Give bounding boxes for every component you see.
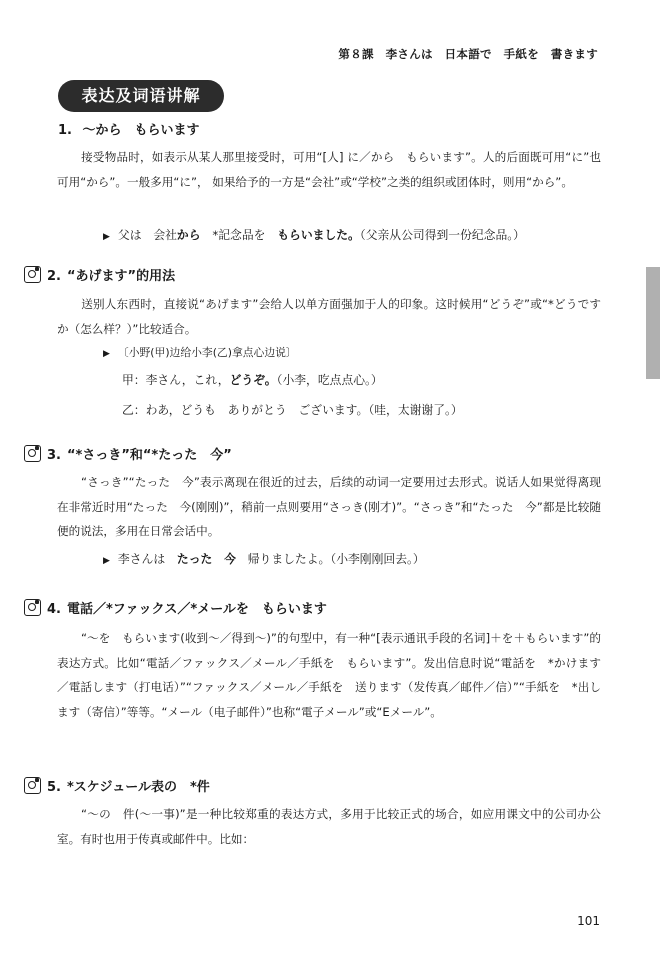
section-1-number: 1. (58, 123, 72, 138)
teacher-icon (24, 266, 41, 283)
speaker-label: 乙： (122, 403, 146, 417)
example-text: 李さんは (117, 552, 177, 566)
example-translation: （小李刚刚回去。） (330, 552, 425, 566)
running-header: 第８課 李さんは 日本語で 手紙を 書きます (338, 47, 598, 61)
triangle-bullet-icon: ▶ (103, 556, 110, 566)
section-3-example (103, 549, 425, 571)
example-bold: たった 今 (176, 552, 236, 566)
example-bold: から (176, 228, 201, 242)
example-bold: もらいました。 (277, 228, 360, 242)
example-translation: （父亲从公司得到一份纪念品。） (359, 228, 525, 242)
section-3-paragraph (57, 470, 601, 544)
teacher-icon (24, 445, 41, 462)
section-1-example (103, 225, 525, 247)
section-5-text: “～の 件(～一事)”是一种比较郑重的表达方式，多用于比较正式的场合，如应用课文中的公司办公室。有时也用于传真或邮件中。比如： (57, 807, 601, 846)
triangle-bullet-icon: ▶ (103, 232, 110, 242)
example-text: 帰りましたよ。 (235, 552, 331, 566)
section-1-paragraph (57, 145, 601, 194)
section-4-heading (24, 599, 327, 621)
dialogue-line-a (122, 370, 383, 390)
section-3-number: 3. (47, 448, 61, 463)
section-5-heading (24, 777, 210, 799)
section-5-number: 5. (47, 780, 61, 795)
section-4-number: 4. (47, 602, 61, 617)
thumb-index-tab (646, 267, 660, 379)
dialogue-text: 李さん，これ， (145, 373, 230, 387)
section-2-number: 2. (47, 269, 61, 284)
page-number: 101 (577, 914, 600, 928)
teacher-icon (24, 777, 41, 794)
section-2-title: “あげます”的用法 (66, 269, 176, 284)
section-4-paragraph (57, 626, 601, 724)
section-3-title: “*さっき”和“*たった 今” (66, 448, 232, 463)
section-3-heading (24, 445, 232, 467)
example-text: *記念品を (200, 228, 278, 242)
triangle-bullet-icon: ▶ (103, 349, 110, 359)
section-4-text: “～を もらいます(收到～／得到～)”的句型中，有一种“[表示通讯手段的名词]＋を＋もらいます”的表达方式。比如“電話／ファックス／メール／手紙を もらいます”。发出信息时说“電話を *かけます／電話します（打电话）”“ファックス／メール／手紙を 送ります（发传真／邮件／信）”“手紙を *出します（寄信）”等等。“メール（电子邮件）”也称“電子メール”或“Eメール”。 (57, 631, 601, 719)
dialogue-line-b (122, 400, 463, 420)
teacher-icon (24, 599, 41, 616)
example-text: 父は 会社 (117, 228, 177, 242)
section-5-paragraph (57, 802, 601, 851)
section-banner: 表达及词语讲解 (58, 80, 224, 112)
dialogue-text: わあ，どうも ありがとう ございます。 (145, 403, 369, 417)
section-2-heading (24, 266, 175, 288)
section-1-text: 接受物品时，如表示从某人那里接受时，可用“[人] に／から もらいます”。人的后面既可用“に”也可用“から”。一般多用“に”， 如果给予的一方是“会社”或“学校”之类的组织或团体时，则用“から”。 (57, 150, 601, 189)
section-2-text: 送别人东西时，直接说“あげます”会给人以单方面强加于人的印象。这时候用“どうぞ”或“*どうですか（怎么样？）”比较适合。 (57, 297, 601, 336)
section-2-context (103, 343, 297, 364)
section-1-heading (58, 120, 200, 142)
context-text: 〔小野(甲)边给小李(乙)拿点心边说〕 (117, 346, 297, 359)
dialogue-translation: （哇，太谢谢了。） (368, 403, 463, 417)
section-3-text: “さっき”“たった 今”表示离现在很近的过去，后续的动词一定要用过去形式。说话人如果觉得离现在非常近时用“たった 今(刚刚)”，稍前一点则要用“さっき(刚才)”。“さっき”和“たった 今”都是比较随便的说法，多用在日常会话中。 (57, 475, 601, 538)
section-1-title: ～から もらいます (82, 123, 200, 138)
dialogue-translation: （小李，吃点点心。） (276, 373, 383, 387)
section-4-title: 電話／*ファックス／*メールを もらいます (66, 602, 327, 617)
section-2-paragraph (57, 292, 601, 341)
section-5-title: *スケジュール表の *件 (66, 780, 210, 795)
speaker-label: 甲： (122, 373, 146, 387)
dialogue-bold: どうぞ。 (229, 373, 277, 387)
